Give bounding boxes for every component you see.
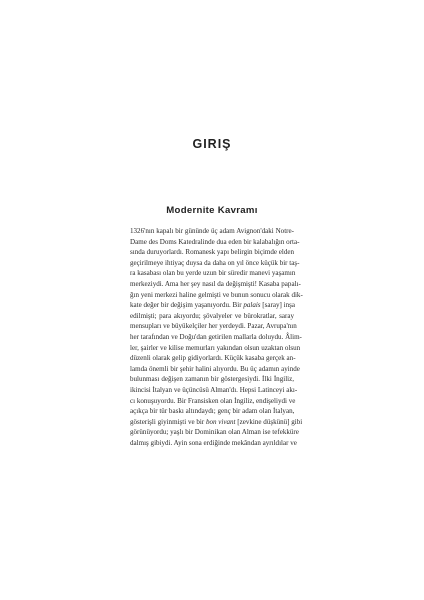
body-line: mensupları ve büyükelçiler her yerdeydi. Pazar, Avrupa'nın [130, 322, 297, 331]
body-line: cı konuşuyordu. Bir Fransisken olan İngiliz, endişeliydi ve [130, 396, 296, 405]
body-line: açıkça bir tür baskı altındaydı; genç bir adam olan İtalyan, [130, 407, 295, 416]
body-line: sında duruyorlardı. Romanesk yapı belirgin biçimde elden [130, 248, 295, 257]
body-line: ra kasabası olan bu yerde uzun bir süredir manevi yaşamın [130, 269, 296, 278]
body-paragraph [130, 226, 303, 448]
chapter-title: GIRIŞ [192, 137, 232, 151]
body-line: her tarafından ve Doğu'dan getirilen mallarla doluydu. Âlim- [130, 332, 302, 341]
body-line: lamda önemli bir şehir halini alıyordu. Bu üç adamın ayinde [130, 364, 300, 373]
body-line: 1326'nın kapalı bir gününde üç adam Avignon'daki Notre- [130, 227, 294, 235]
body-line: ler, şairler ve kilise memurları yakından olsun uzaktan olsun [130, 343, 301, 352]
body-line: dalmış gibiydi. Ayin sona erdiğinde mekândan ayrıldılar ve [130, 438, 297, 447]
body-line: kate değer bir değişim yaşanıyordu. Bir palais [saray] inşa [130, 301, 295, 310]
body-line: edilmişti; para akıyordu; şövalyeler ve bürokratlar, saray [130, 311, 294, 320]
body-line: geçirilmeye ihtiyaç duysa da daha on yıl önce küçük bir taş- [130, 258, 300, 267]
body-line: bulunması değişen zamanın bir göstergesiydi. İlki İngiliz, [130, 375, 294, 384]
section-title: Modernite Kavramı [166, 205, 258, 216]
body-line: Dame des Doms Katedralinde dua eden bir kalabalığın orta- [130, 237, 300, 246]
body-line: görünüyordu; yaşlı bir Dominikan olan Alman ise tefekküre [130, 428, 299, 437]
body-line: ğın yeni merkezi haline gelmişti ve bunun sonucu olarak dik- [130, 290, 303, 299]
body-line: merkeziydi. Ama her şey nasıl da değişmişti! Kasaba papalı- [130, 279, 301, 288]
body-line: gösterişli giyinmişti ve bir bon vivant [zevkine düşkünü] gibi [130, 417, 303, 426]
body-line: ikincisi İtalyan ve üçüncüsü Alman'dı. Hepsi Latinceyi akı- [130, 385, 298, 394]
body-line: düzenli olarak gelip gidiyorlardı. Küçük kasaba gerçek an- [130, 354, 296, 363]
